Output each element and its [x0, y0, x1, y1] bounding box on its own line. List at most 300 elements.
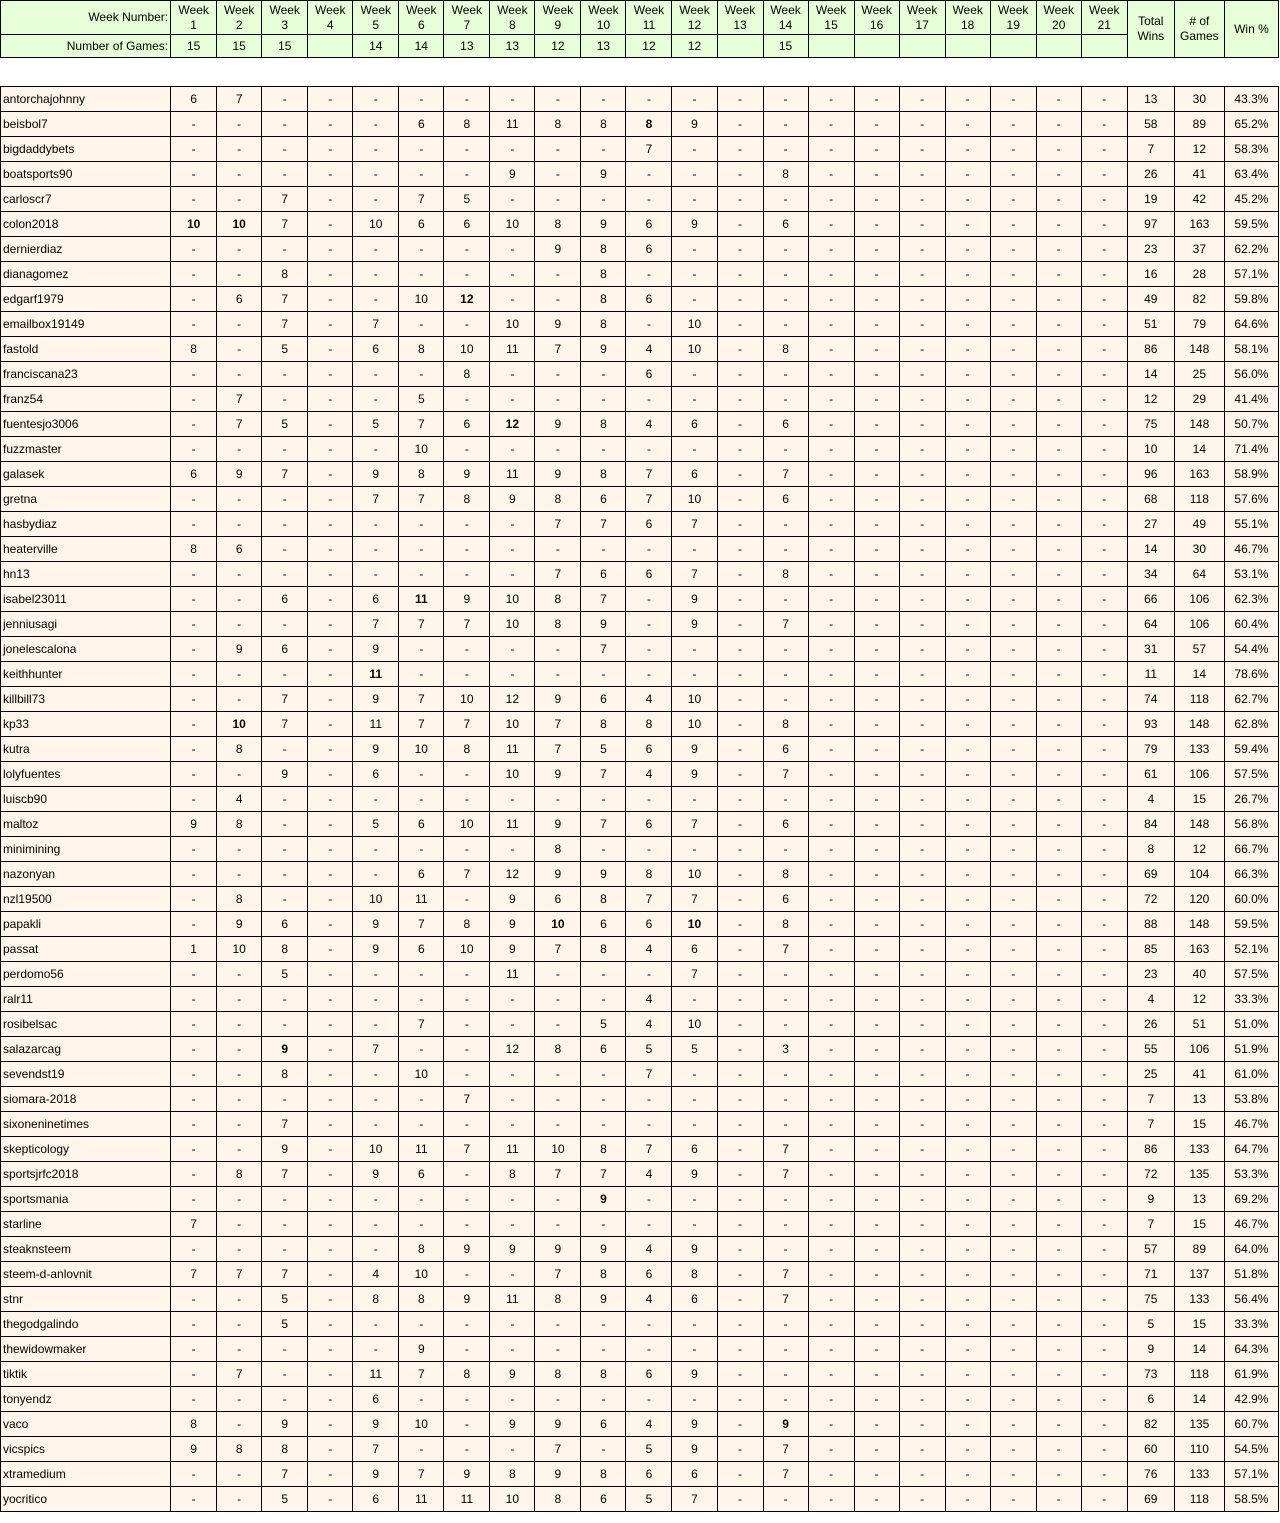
week-number-label: Week Number:	[1, 1, 171, 35]
week-header: Week 9	[535, 1, 581, 35]
week-score: -	[581, 1437, 626, 1462]
week-score: -	[945, 887, 990, 912]
week-score: 9	[353, 1162, 399, 1187]
week-score: -	[854, 1112, 899, 1137]
games-count	[308, 35, 353, 58]
week-score: -	[1036, 762, 1081, 787]
total-wins: 74	[1127, 687, 1174, 712]
total-wins: 25	[1127, 1062, 1174, 1087]
games-played: 148	[1174, 712, 1224, 737]
win-percentage: 57.1%	[1224, 1462, 1278, 1487]
week-score: -	[1036, 187, 1081, 212]
win-percentage: 66.7%	[1224, 837, 1278, 862]
week-score: -	[262, 737, 308, 762]
week-score: 7	[171, 1262, 217, 1287]
week-score: -	[899, 987, 945, 1012]
week-score: -	[308, 612, 353, 637]
week-score: -	[535, 362, 581, 387]
player-row	[1, 337, 1279, 362]
week-score: 7	[262, 1262, 308, 1287]
week-score: -	[353, 862, 399, 887]
week-score: -	[899, 1262, 945, 1287]
week-score: -	[854, 312, 899, 337]
week-score: 9	[444, 1237, 490, 1262]
week-score: 6	[626, 287, 672, 312]
week-score: -	[399, 1387, 444, 1412]
player-row	[1, 587, 1279, 612]
week-score: 3	[763, 1037, 808, 1062]
week-score: -	[854, 1362, 899, 1387]
week-score: -	[854, 1187, 899, 1212]
week-score: -	[490, 1312, 535, 1337]
week-score: -	[308, 1362, 353, 1387]
week-score: -	[581, 962, 626, 987]
week-score: -	[945, 712, 990, 737]
week-score: -	[353, 1212, 399, 1237]
week-score: -	[854, 1087, 899, 1112]
week-score: -	[854, 1287, 899, 1312]
total-wins: 5	[1127, 1312, 1174, 1337]
week-score: 9	[672, 737, 717, 762]
week-score: 6	[399, 112, 444, 137]
player-name: skepticology	[1, 1137, 171, 1162]
week-score: 7	[217, 387, 262, 412]
games-played: 89	[1174, 112, 1224, 137]
player-name: siomara-2018	[1, 1087, 171, 1112]
week-score: -	[262, 1362, 308, 1387]
week-score: 8	[444, 912, 490, 937]
total-wins: 14	[1127, 537, 1174, 562]
player-name: tiktik	[1, 1362, 171, 1387]
week-score: -	[490, 787, 535, 812]
week-score: -	[808, 1312, 854, 1337]
week-score: 11	[399, 1137, 444, 1162]
week-score: -	[672, 1212, 717, 1237]
week-score: -	[353, 262, 399, 287]
week-score: -	[717, 762, 763, 787]
win-percentage: 57.6%	[1224, 487, 1278, 512]
week-score: 6	[626, 1262, 672, 1287]
week-score: -	[1081, 912, 1127, 937]
week-score: -	[763, 1187, 808, 1212]
week-score: -	[1036, 1362, 1081, 1387]
week-score: -	[672, 987, 717, 1012]
week-score: -	[399, 1212, 444, 1237]
week-score: -	[854, 1237, 899, 1262]
week-score: -	[899, 1162, 945, 1187]
week-score: -	[899, 1112, 945, 1137]
games-count: 13	[444, 35, 490, 58]
week-score: -	[535, 287, 581, 312]
week-score: -	[854, 387, 899, 412]
week-score: -	[899, 562, 945, 587]
week-score: -	[535, 1112, 581, 1137]
week-score: -	[945, 262, 990, 287]
week-score: -	[444, 1162, 490, 1187]
week-header: Week 6	[399, 1, 444, 35]
week-score: -	[854, 1462, 899, 1487]
week-score: 8	[217, 1162, 262, 1187]
win-percentage: 59.4%	[1224, 737, 1278, 762]
week-score: -	[217, 437, 262, 462]
games-played: 106	[1174, 762, 1224, 787]
week-score: -	[444, 312, 490, 337]
week-score: -	[717, 687, 763, 712]
week-score: 6	[535, 887, 581, 912]
week-score: -	[626, 1337, 672, 1362]
week-score: -	[990, 212, 1036, 237]
week-score: 6	[672, 1462, 717, 1487]
week-score: -	[399, 162, 444, 187]
week-score: -	[399, 1037, 444, 1062]
week-score: -	[217, 1112, 262, 1137]
week-score: -	[535, 1012, 581, 1037]
week-score: -	[945, 112, 990, 137]
total-wins: 73	[1127, 1362, 1174, 1387]
week-score: -	[399, 537, 444, 562]
week-score: -	[1081, 562, 1127, 587]
week-score: 6	[626, 812, 672, 837]
player-row	[1, 462, 1279, 487]
week-score: -	[672, 1187, 717, 1212]
week-score: -	[854, 1487, 899, 1512]
week-score: -	[1081, 1012, 1127, 1037]
total-wins: 66	[1127, 587, 1174, 612]
week-score: -	[1081, 1212, 1127, 1237]
week-score: -	[535, 187, 581, 212]
week-score: -	[717, 1162, 763, 1187]
week-score: -	[808, 937, 854, 962]
player-name: thewidowmaker	[1, 1337, 171, 1362]
player-row	[1, 1462, 1279, 1487]
week-score: -	[1081, 1362, 1127, 1387]
week-score: -	[171, 837, 217, 862]
week-score: -	[308, 737, 353, 762]
week-score: 8	[535, 612, 581, 637]
week-score: -	[171, 1087, 217, 1112]
week-score: -	[626, 787, 672, 812]
player-name: keithhunter	[1, 662, 171, 687]
week-header: Week 4	[308, 1, 353, 35]
week-score: -	[308, 137, 353, 162]
week-score: -	[808, 1212, 854, 1237]
week-score: -	[217, 762, 262, 787]
week-score: -	[672, 362, 717, 387]
week-score: -	[626, 87, 672, 112]
week-score: -	[990, 387, 1036, 412]
week-score: -	[717, 1187, 763, 1212]
player-name: vicspics	[1, 1437, 171, 1462]
week-score: -	[353, 1187, 399, 1212]
week-score: -	[490, 562, 535, 587]
week-score: -	[171, 587, 217, 612]
week-score: 10	[444, 337, 490, 362]
week-score: -	[763, 987, 808, 1012]
games-played: 57	[1174, 637, 1224, 662]
week-score: -	[399, 512, 444, 537]
week-score: 6	[626, 362, 672, 387]
player-name: maltoz	[1, 812, 171, 837]
player-name: jonelescalona	[1, 637, 171, 662]
win-percentage: 51.0%	[1224, 1012, 1278, 1037]
week-score: -	[763, 112, 808, 137]
week-score: -	[217, 1212, 262, 1237]
week-score: -	[854, 712, 899, 737]
week-score: 8	[581, 1462, 626, 1487]
win-percentage: 62.2%	[1224, 237, 1278, 262]
games-played: 118	[1174, 1362, 1224, 1387]
week-score: -	[717, 1287, 763, 1312]
total-wins: 58	[1127, 112, 1174, 137]
week-score: -	[717, 662, 763, 687]
week-score: -	[717, 1487, 763, 1512]
week-score: -	[490, 87, 535, 112]
week-score: -	[808, 612, 854, 637]
week-score: -	[1036, 737, 1081, 762]
week-score: -	[945, 837, 990, 862]
week-score: -	[581, 987, 626, 1012]
week-score: 8	[581, 262, 626, 287]
win-percentage: 53.8%	[1224, 1087, 1278, 1112]
week-score: 9	[217, 912, 262, 937]
week-header: Week 19	[990, 1, 1036, 35]
player-row	[1, 1112, 1279, 1137]
week-score: -	[581, 362, 626, 387]
week-score: -	[899, 337, 945, 362]
week-score: 8	[535, 1287, 581, 1312]
week-score: 10	[672, 687, 717, 712]
week-score: 5	[626, 1037, 672, 1062]
week-score: 10	[490, 712, 535, 737]
week-score: -	[490, 1187, 535, 1212]
week-score: -	[717, 787, 763, 812]
week-score: 10	[490, 212, 535, 237]
week-score: -	[171, 862, 217, 887]
week-score: -	[535, 787, 581, 812]
player-row	[1, 887, 1279, 912]
week-score: -	[262, 387, 308, 412]
week-score: -	[672, 837, 717, 862]
player-row	[1, 1062, 1279, 1087]
player-name: tonyendz	[1, 1387, 171, 1412]
week-score: -	[535, 1312, 581, 1337]
week-score: 6	[353, 762, 399, 787]
total-wins: 51	[1127, 312, 1174, 337]
total-wins: 85	[1127, 937, 1174, 962]
week-score: -	[854, 1162, 899, 1187]
win-percentage: 58.5%	[1224, 1487, 1278, 1512]
week-score: -	[217, 112, 262, 137]
week-score: 6	[353, 1487, 399, 1512]
week-score: -	[899, 1387, 945, 1412]
week-score: -	[308, 87, 353, 112]
win-percentage: 64.6%	[1224, 312, 1278, 337]
week-score: -	[1036, 1062, 1081, 1087]
week-score: -	[808, 312, 854, 337]
week-score: -	[990, 912, 1036, 937]
week-score: -	[808, 262, 854, 287]
week-score: -	[1081, 612, 1127, 637]
week-score: 11	[490, 1137, 535, 1162]
week-score: -	[990, 487, 1036, 512]
week-score: -	[490, 837, 535, 862]
week-score: -	[763, 1087, 808, 1112]
week-score: -	[763, 1337, 808, 1362]
week-header: Week 17	[899, 1, 945, 35]
week-score: -	[308, 962, 353, 987]
week-header: Week 12	[672, 1, 717, 35]
games-played: 106	[1174, 612, 1224, 637]
week-score: -	[353, 837, 399, 862]
week-score: -	[444, 512, 490, 537]
week-score: 6	[763, 212, 808, 237]
win-percentage: 64.3%	[1224, 1337, 1278, 1362]
week-number-row	[1, 1, 1279, 35]
week-score: -	[581, 1212, 626, 1237]
week-score: 7	[262, 1462, 308, 1487]
week-score: -	[672, 437, 717, 462]
total-wins: 97	[1127, 212, 1174, 237]
week-score: -	[808, 862, 854, 887]
week-score: -	[763, 362, 808, 387]
week-score: 9	[535, 1412, 581, 1437]
week-score: -	[1036, 1462, 1081, 1487]
win-percentage: 69.2%	[1224, 1187, 1278, 1212]
week-score: -	[672, 662, 717, 687]
week-score: -	[308, 112, 353, 137]
week-score: -	[262, 1187, 308, 1212]
week-score: 9	[581, 212, 626, 237]
week-score: -	[672, 162, 717, 187]
week-score: -	[444, 162, 490, 187]
player-row	[1, 1362, 1279, 1387]
week-score: -	[217, 1287, 262, 1312]
player-row	[1, 162, 1279, 187]
week-score: -	[717, 837, 763, 862]
games-played: 106	[1174, 1037, 1224, 1062]
win-percentage: 54.5%	[1224, 1437, 1278, 1462]
week-score: -	[717, 1387, 763, 1412]
week-score: -	[854, 487, 899, 512]
week-score: -	[399, 362, 444, 387]
week-score: -	[945, 1287, 990, 1312]
games-played: 40	[1174, 962, 1224, 987]
week-score: -	[1081, 462, 1127, 487]
week-score: 8	[626, 112, 672, 137]
total-wins: 13	[1127, 87, 1174, 112]
week-score: -	[353, 1237, 399, 1262]
player-row	[1, 612, 1279, 637]
week-score: 4	[626, 337, 672, 362]
week-score: 6	[399, 812, 444, 837]
week-score: -	[808, 187, 854, 212]
player-name: galasek	[1, 462, 171, 487]
week-score: -	[581, 87, 626, 112]
games-played: 110	[1174, 1437, 1224, 1462]
week-score: -	[217, 687, 262, 712]
week-score: -	[945, 1262, 990, 1287]
week-score: 8	[535, 212, 581, 237]
week-score: -	[217, 562, 262, 587]
week-score: -	[217, 1337, 262, 1362]
week-score: -	[854, 1012, 899, 1037]
games-played: 30	[1174, 87, 1224, 112]
week-score: -	[171, 1387, 217, 1412]
week-score: -	[217, 1137, 262, 1162]
week-score: -	[217, 1462, 262, 1487]
win-percentage: 57.5%	[1224, 762, 1278, 787]
week-score: -	[1081, 962, 1127, 987]
week-score: -	[399, 762, 444, 787]
week-score: 8	[763, 162, 808, 187]
week-score: 6	[763, 487, 808, 512]
week-score: -	[171, 237, 217, 262]
week-header: Week 3	[262, 1, 308, 35]
games-count	[808, 35, 854, 58]
week-score: -	[990, 712, 1036, 737]
week-score: -	[990, 1162, 1036, 1187]
week-score: -	[399, 87, 444, 112]
week-score: 9	[444, 1287, 490, 1312]
week-score: -	[990, 1462, 1036, 1487]
week-score: 6	[626, 512, 672, 537]
week-score: -	[945, 912, 990, 937]
win-percentage: 60.0%	[1224, 887, 1278, 912]
week-score: -	[1036, 1137, 1081, 1162]
week-header: Week 7	[444, 1, 490, 35]
week-score: 10	[217, 937, 262, 962]
week-score: -	[399, 837, 444, 862]
player-row	[1, 137, 1279, 162]
player-row	[1, 537, 1279, 562]
week-score: -	[717, 187, 763, 212]
week-score: 9	[672, 1162, 717, 1187]
total-wins: 27	[1127, 512, 1174, 537]
week-score: -	[581, 1387, 626, 1412]
games-played: 133	[1174, 737, 1224, 762]
week-score: 6	[262, 637, 308, 662]
week-score: -	[1081, 712, 1127, 737]
week-score: -	[717, 387, 763, 412]
week-score: -	[262, 1387, 308, 1412]
week-score: -	[399, 1437, 444, 1462]
week-score: 6	[672, 937, 717, 962]
week-score: 7	[353, 1437, 399, 1462]
week-score: -	[899, 437, 945, 462]
week-score: -	[990, 537, 1036, 562]
week-score: -	[763, 1062, 808, 1087]
week-score: -	[308, 562, 353, 587]
games-played: 133	[1174, 1137, 1224, 1162]
week-score: -	[399, 1087, 444, 1112]
week-score: -	[308, 637, 353, 662]
week-score: 9	[535, 237, 581, 262]
week-score: -	[854, 1262, 899, 1287]
week-score: -	[444, 1112, 490, 1137]
week-score: -	[945, 862, 990, 887]
week-score: -	[990, 1437, 1036, 1462]
week-score: -	[490, 1437, 535, 1462]
week-score: -	[854, 512, 899, 537]
week-score: 9	[535, 1462, 581, 1487]
week-score: -	[217, 512, 262, 537]
week-score: -	[854, 587, 899, 612]
week-score: -	[1036, 962, 1081, 987]
week-score: 5	[672, 1037, 717, 1062]
week-score: -	[854, 937, 899, 962]
player-name: hn13	[1, 562, 171, 587]
week-score: 6	[353, 587, 399, 612]
